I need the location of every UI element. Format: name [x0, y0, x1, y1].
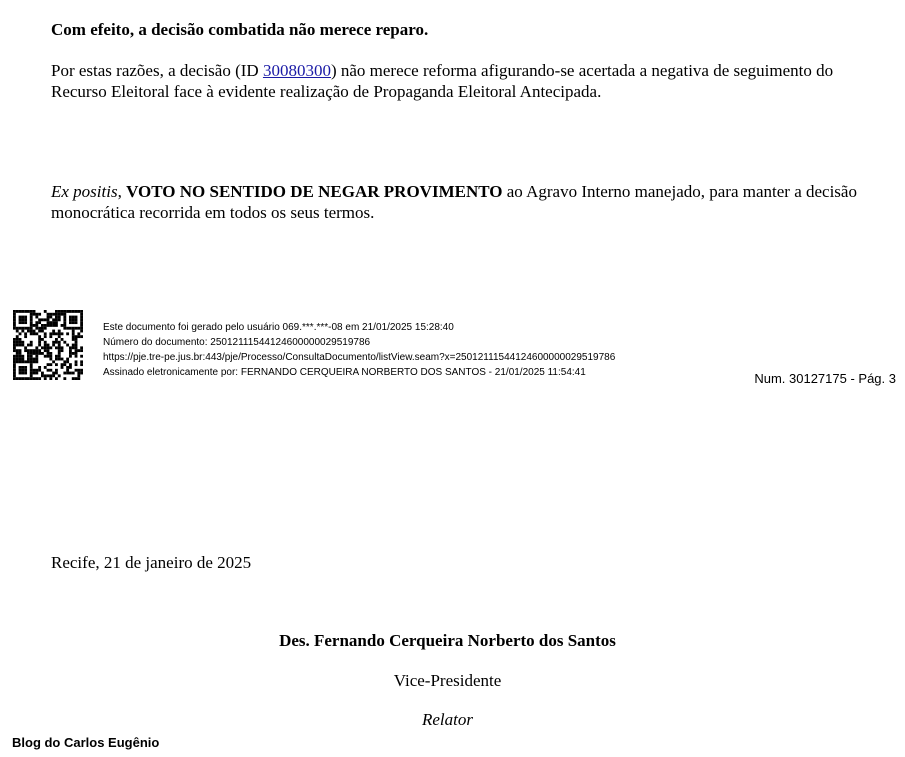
vote-rest: ao Agravo Interno manejado, para manter a decisão monocrática recorrida em todos os seus termos.	[51, 182, 857, 222]
page-number: Num. 30127175 - Pág. 3	[754, 371, 896, 386]
electronic-signature-block	[103, 320, 615, 380]
signer-role: Vice-Presidente	[393, 671, 502, 690]
blog-watermark: Blog do Carlos Eugênio	[12, 735, 160, 750]
paragraph-reasons	[51, 60, 871, 102]
vote-latin-phrase: Ex positis	[51, 182, 118, 201]
document-url-line[interactable]: https://pje.tre-pe.jus.br:443/pje/Processo/ConsultaDocumento/listView.seam?x=25012111544124600000029519786	[103, 352, 616, 363]
document-id-link[interactable]: 30080300	[262, 61, 331, 80]
vote-decision: VOTO NO SENTIDO DE NEGAR PROVIMENTO	[126, 182, 503, 201]
vote-comma: ,	[117, 182, 127, 201]
signer-title: Relator	[422, 710, 473, 729]
signed-by-line: Assinado eletronicamente por: FERNANDO CERQUEIRA NORBERTO DOS SANTOS - 21/01/2025 11:54:41	[103, 367, 586, 378]
signer-name: Des. Fernando Cerqueira Norberto dos Santos	[279, 631, 616, 650]
generated-by-line: Este documento foi gerado pelo usuário 069.***.***-08 em 21/01/2025 15:28:40	[103, 322, 454, 333]
paragraph-heading: Com efeito, a decisão combatida não merece reparo.	[51, 20, 429, 39]
place-date: Recife, 21 de janeiro de 2025	[51, 553, 252, 572]
paragraph-vote	[51, 181, 871, 223]
document-number-line: Número do documento: 25012111544124600000029519786	[103, 337, 371, 348]
qr-code-icon	[13, 310, 83, 380]
reasons-text-end: ) não merece reforma afigurando-se acertada a negativa de seguimento do Recurso Eleitoral face à evidente realização de Propaganda Eleitoral Antecipada.	[51, 61, 834, 101]
reasons-text-start: Por estas razões, a decisão (ID	[51, 61, 263, 80]
